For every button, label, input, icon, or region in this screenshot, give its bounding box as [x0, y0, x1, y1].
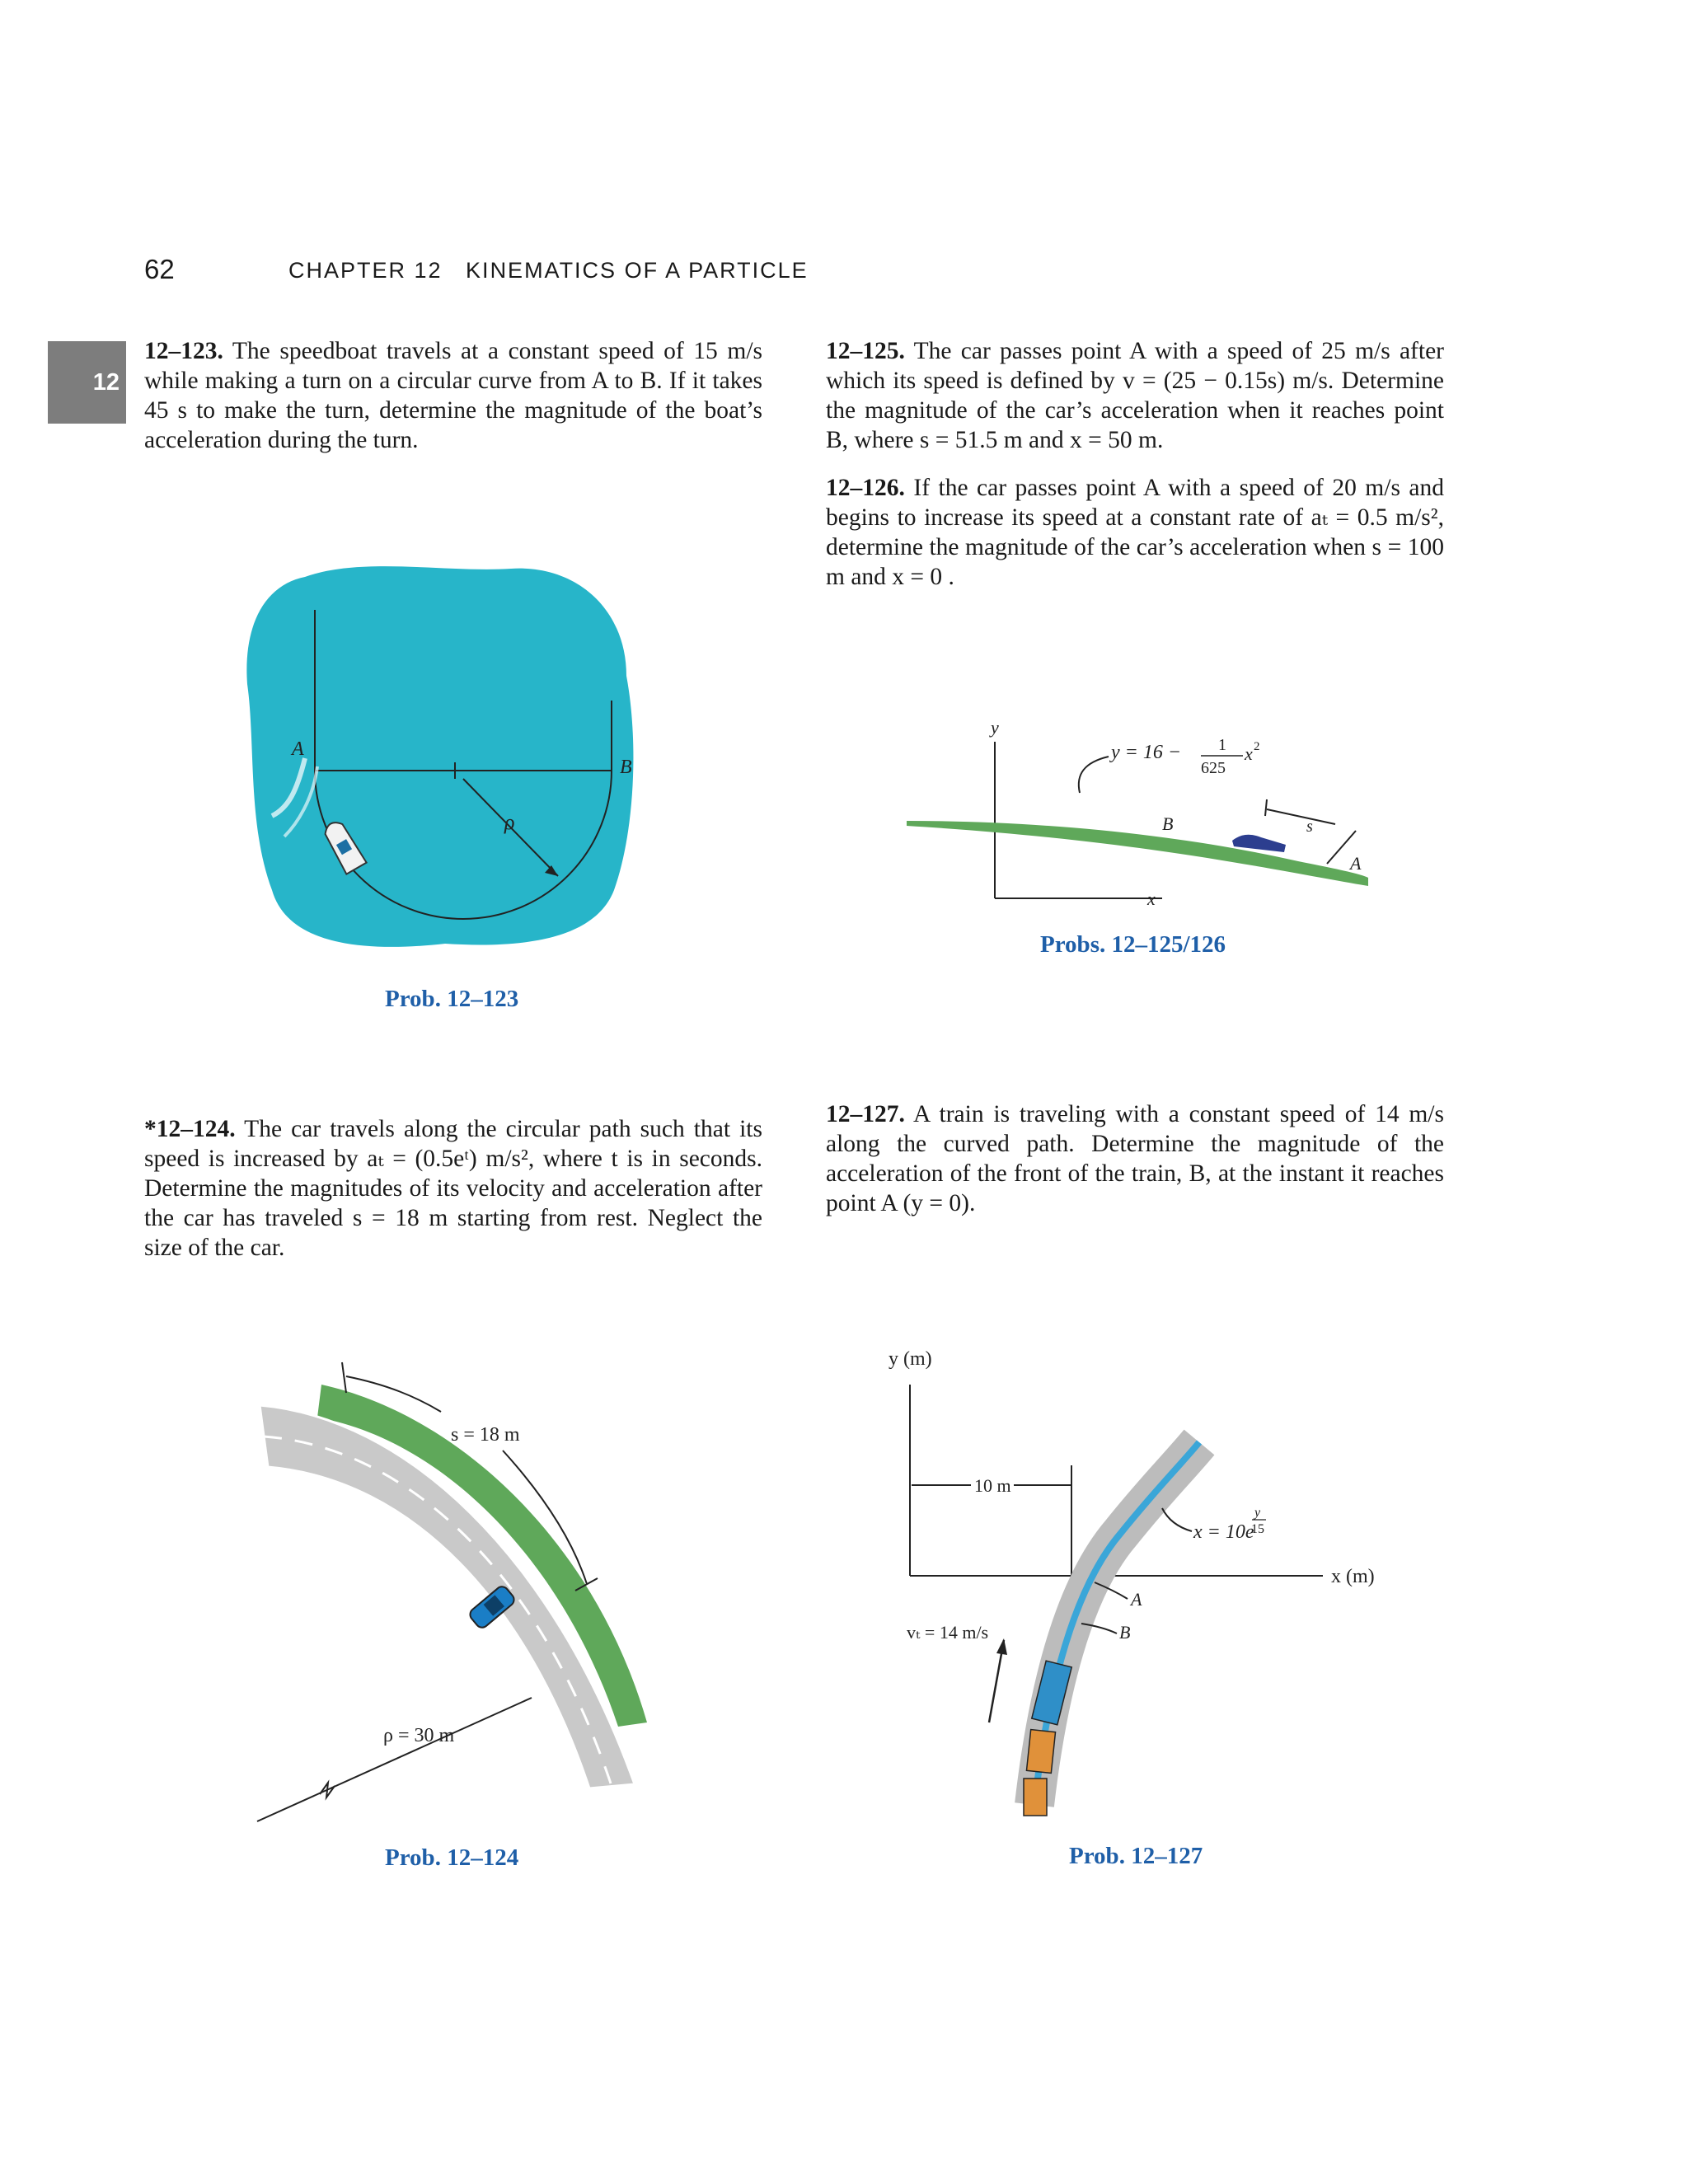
hill-curve	[907, 821, 1368, 886]
chapter-title: CHAPTER 12 KINEMATICS OF A PARTICLE	[288, 258, 809, 283]
problem-text: A train is traveling with a constant speed of 14 m/s along the curved path. Determine the magnitude of the acceleration of the front of the train, B, at the instant it reaches point A (y = 0).	[826, 1101, 1444, 1216]
problem-12-124	[144, 1114, 762, 1263]
problem-12-125	[826, 336, 1444, 455]
eq-exp-den: 15	[1251, 1522, 1264, 1536]
label-b: B	[1162, 813, 1174, 834]
label-y: y (m)	[889, 1348, 932, 1370]
label-x: x (m)	[1331, 1566, 1375, 1587]
label-a: A	[1350, 853, 1362, 874]
figure-speedboat	[239, 560, 651, 956]
eq-pow: 2	[1254, 740, 1260, 753]
problem-12-123	[144, 336, 762, 455]
label-10m: 10 m	[974, 1475, 1011, 1496]
eq-num: 1	[1218, 736, 1226, 754]
eq-exp-num: y	[1254, 1506, 1261, 1520]
page-number: 62	[144, 254, 175, 284]
chapter-tab: 12	[48, 341, 126, 424]
problem-12-127	[826, 1099, 1444, 1218]
label-s: s = 18 m	[451, 1424, 520, 1446]
problem-number: *12–124.	[144, 1116, 236, 1142]
label-a: A	[1131, 1589, 1142, 1610]
problem-number: 12–123.	[144, 338, 223, 364]
label-rho: ρ = 30 m	[383, 1725, 455, 1746]
problem-number: 12–125.	[826, 338, 905, 364]
problem-text: If the car passes point A with a speed of 20 m/s and begins to increase its speed at a constant rate of aₜ = 0.5 m/s², determine the magnitude of the car’s acceleration when s = 100 m and x = 0 .	[826, 475, 1445, 590]
figure-hill-car	[898, 717, 1393, 931]
eq-base: x = 10e	[1193, 1521, 1254, 1543]
eq-den: 625	[1201, 759, 1226, 777]
label-x: x	[1147, 888, 1156, 909]
problem-number: 12–127.	[826, 1101, 905, 1127]
label-s: s	[1306, 818, 1313, 836]
caption-prob-12-123: Prob. 12–123	[385, 986, 519, 1012]
figure-curved-road	[247, 1339, 676, 1834]
label-a: A	[292, 738, 304, 760]
label-v: vₜ = 14 m/s	[907, 1622, 989, 1643]
problem-text: The speedboat travels at a constant speed of 15 m/s while making a turn on a circular curve from A to B. If it takes 45 s to make the turn, determine the magnitude of the boat’s acceleration during the turn.	[144, 338, 762, 453]
label-y: y	[991, 717, 999, 738]
caption-probs-12-125-126: Probs. 12–125/126	[1040, 931, 1226, 958]
eq-lhs: y = 16 −	[1111, 742, 1182, 763]
caption-prob-12-124: Prob. 12–124	[385, 1844, 519, 1871]
problem-text: The car passes point A with a speed of 25 m/s after which its speed is defined by v = (25 − 0.15s) m/s. Determine the magnitude of the car’s acceleration when it reaches point B, where s = 51.5 m and x = 50 m.	[826, 338, 1444, 453]
figure-train-track	[882, 1343, 1409, 1830]
eq-var: x	[1245, 743, 1253, 764]
water-area	[246, 566, 633, 947]
problem-12-126	[826, 473, 1444, 592]
caption-prob-12-127: Prob. 12–127	[1069, 1843, 1203, 1869]
label-rho: ρ	[504, 810, 515, 834]
label-b: B	[1119, 1622, 1131, 1643]
label-b: B	[620, 757, 632, 778]
problem-text: The car travels along the circular path such that its speed is increased by aₜ = (0.5eᵗ) m/s², where t is in seconds. Determine the magnitudes of its velocity and acceleration after the car has traveled s = 18 m starting from rest. Neglect the size of the car.	[144, 1116, 762, 1261]
track-bed	[1034, 1442, 1199, 1805]
problem-number: 12–126.	[826, 475, 905, 501]
